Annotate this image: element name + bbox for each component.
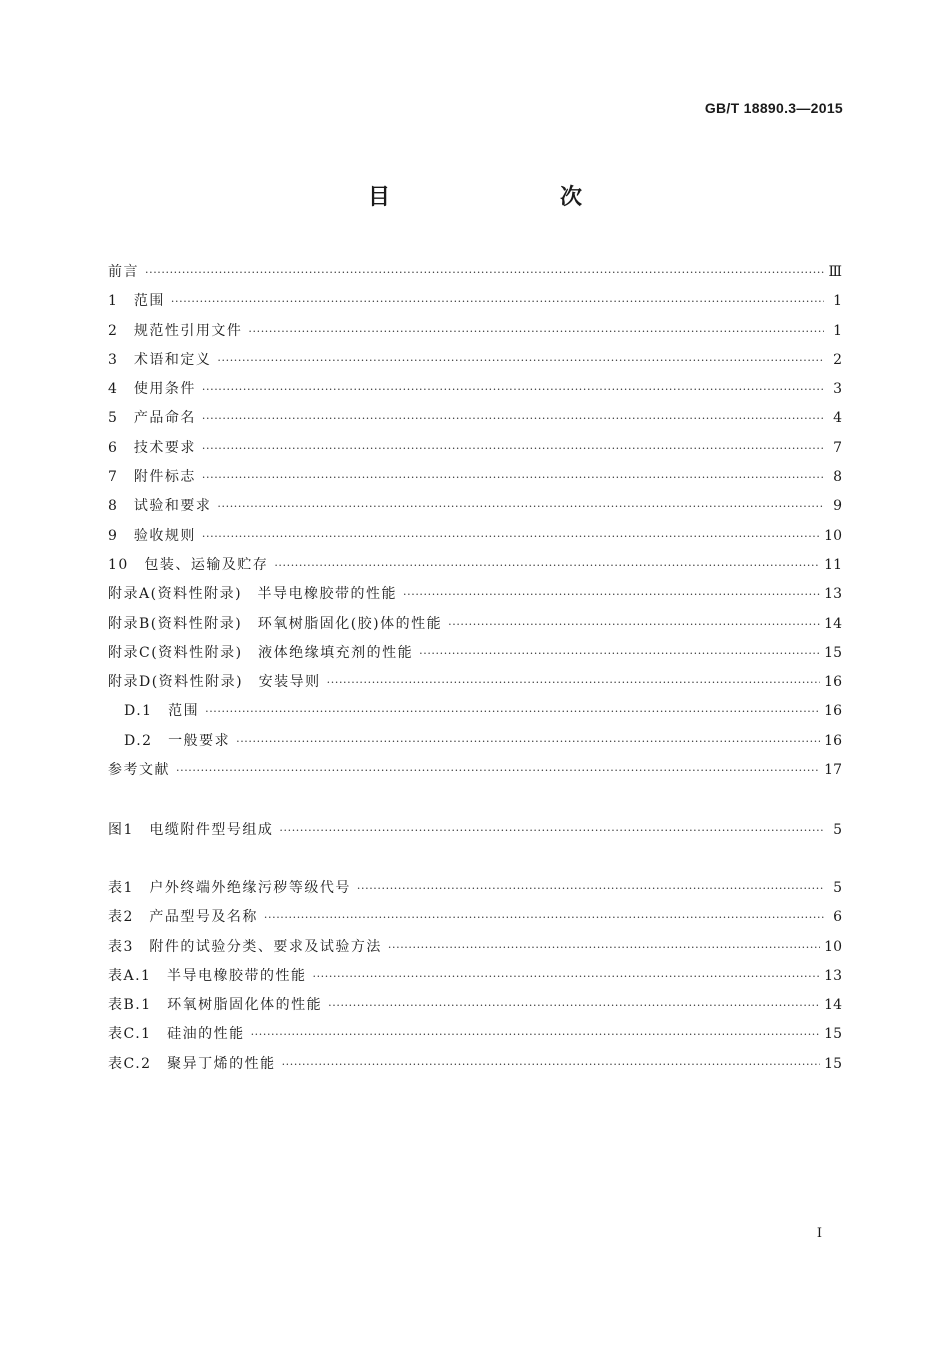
toc-leader-dots <box>202 522 820 551</box>
toc-leader-dots <box>236 727 820 756</box>
toc-entry-page: 4 <box>833 410 842 427</box>
toc-figure-1[interactable] <box>108 816 842 845</box>
toc-table-b1[interactable] <box>108 991 842 1020</box>
toc-entry-annex-a[interactable] <box>108 580 842 609</box>
page-title: 目 次 <box>367 185 624 210</box>
toc-entry-page: 10 <box>824 527 842 544</box>
toc-entry-label: 附录B(资料性附录) 环氧树脂固化(胶)体的性能 <box>108 615 443 632</box>
toc-entry-annex-c[interactable] <box>108 639 842 668</box>
toc-entry-label: 前言 <box>108 264 139 280</box>
toc-table-a1[interactable] <box>108 962 842 991</box>
toc-leader-dots <box>202 463 824 492</box>
toc-leader-dots <box>202 375 824 404</box>
toc-entry-page: 1 <box>833 293 842 310</box>
toc-table-c1[interactable] <box>108 1020 842 1049</box>
toc-entry-label: 附录D(资料性附录) 安装导则 <box>108 674 321 691</box>
toc-leader-dots <box>202 404 824 433</box>
toc-leader-dots <box>217 346 824 375</box>
toc-leader-dots <box>217 492 824 521</box>
toc-entry-page: 2 <box>833 351 842 368</box>
toc-entry-annex-d[interactable] <box>108 668 842 697</box>
toc-leader-dots <box>327 668 821 697</box>
toc-leader-dots <box>171 287 824 316</box>
toc-entry-page: 13 <box>824 586 842 603</box>
toc-entry-page: 16 <box>824 732 842 749</box>
toc-entry-foreword[interactable] <box>108 258 842 287</box>
toc-leader-dots <box>312 962 820 991</box>
toc-entry-page: Ⅲ <box>828 264 842 280</box>
standard-code: GB/T 18890.3—2015 <box>704 100 843 116</box>
toc-entry-label: 2 规范性引用文件 <box>108 322 243 339</box>
toc-entry-label: D.1 范围 <box>124 703 200 720</box>
toc-leader-dots <box>251 1020 821 1049</box>
toc-leader-dots <box>176 756 820 785</box>
toc-entry-3[interactable] <box>108 346 842 375</box>
toc-entry-label: 附录C(资料性附录) 液体绝缘填充剂的性能 <box>108 644 414 661</box>
toc-leader-dots <box>205 697 820 726</box>
toc-figures <box>108 816 842 845</box>
toc-entry-label: 表1 户外终端外绝缘污秽等级代号 <box>108 880 351 896</box>
toc-entry-page: 17 <box>824 762 842 779</box>
toc-entry-annex-b[interactable] <box>108 610 842 639</box>
toc-entry-page: 5 <box>833 880 842 896</box>
toc-entry-label: 附录A(资料性附录) 半导电橡胶带的性能 <box>108 586 398 603</box>
toc-entry-page: 1 <box>833 322 842 339</box>
toc-entry-label: 4 使用条件 <box>108 381 196 398</box>
toc-entry-page: 5 <box>833 822 842 838</box>
toc-entry-10[interactable] <box>108 551 842 580</box>
toc-leader-dots <box>202 434 824 463</box>
toc-entry-label: 表3 附件的试验分类、要求及试验方法 <box>108 938 382 955</box>
toc-entry-2[interactable] <box>108 317 842 346</box>
toc-entry-d1[interactable] <box>108 697 842 726</box>
toc-entry-label: 9 验收规则 <box>108 527 196 544</box>
toc-entry-page: 15 <box>824 1026 842 1043</box>
toc-table-2[interactable] <box>108 903 842 932</box>
toc-entry-6[interactable] <box>108 434 842 463</box>
toc-entry-page: 9 <box>833 498 842 515</box>
toc-entry-page: 7 <box>833 439 842 456</box>
toc-entry-page: 8 <box>833 469 842 486</box>
toc-entry-4[interactable] <box>108 375 842 404</box>
toc-entry-page: 14 <box>824 615 842 632</box>
toc-entry-page: 3 <box>833 381 842 398</box>
toc-entry-label: 1 范围 <box>108 293 165 310</box>
toc-leader-dots <box>357 874 824 903</box>
toc-entry-page: 14 <box>824 997 842 1014</box>
toc-entry-label: 7 附件标志 <box>108 469 196 486</box>
toc-leader-dots <box>264 903 824 932</box>
toc-leader-dots <box>388 933 820 962</box>
toc-entry-label: 6 技术要求 <box>108 439 196 456</box>
toc-entry-7[interactable] <box>108 463 842 492</box>
page-number: I <box>816 1226 822 1241</box>
toc-tables <box>108 874 842 1079</box>
toc-entry-page: 11 <box>824 556 842 573</box>
toc-entry-label: 5 产品命名 <box>108 410 196 427</box>
toc-entry-label: D.2 一般要求 <box>124 732 231 749</box>
toc-entry-1[interactable] <box>108 287 842 316</box>
toc-entry-label: 参考文献 <box>108 762 170 779</box>
toc-leader-dots <box>403 580 820 609</box>
toc-entry-label: 图1 电缆附件型号组成 <box>108 822 274 838</box>
toc-leader-dots <box>274 551 820 580</box>
toc-entry-label: 3 术语和定义 <box>108 351 212 368</box>
toc-entry-5[interactable] <box>108 404 842 433</box>
toc-entry-8[interactable] <box>108 492 842 521</box>
toc-entry-label: 10 包装、运输及贮存 <box>108 556 269 573</box>
toc-entry-label: 8 试验和要求 <box>108 498 212 515</box>
toc-entry-9[interactable] <box>108 522 842 551</box>
toc-leader-dots <box>419 639 820 668</box>
toc-table-3[interactable] <box>108 933 842 962</box>
toc-entry-bibliography[interactable] <box>108 756 842 785</box>
toc-table-1[interactable] <box>108 874 842 903</box>
toc-entry-page: 15 <box>824 1055 842 1072</box>
toc-entry-label: 表2 产品型号及名称 <box>108 909 258 926</box>
toc-entry-page: 16 <box>824 703 842 720</box>
toc-leader-dots <box>279 816 824 845</box>
toc-entry-page: 15 <box>824 644 842 661</box>
toc-main <box>108 258 842 785</box>
toc-entry-page: 16 <box>824 674 842 691</box>
toc-entry-label: 表B.1 环氧树脂固化体的性能 <box>108 997 323 1014</box>
toc-table-c2[interactable] <box>108 1050 842 1079</box>
toc-leader-dots <box>282 1050 821 1079</box>
toc-entry-label: 表C.2 聚异丁烯的性能 <box>108 1055 276 1072</box>
toc-entry-label: 表A.1 半导电橡胶带的性能 <box>108 967 307 984</box>
toc-leader-dots <box>328 991 820 1020</box>
toc-entry-page: 6 <box>833 909 842 926</box>
toc-entry-d2[interactable] <box>108 727 842 756</box>
toc-leader-dots <box>248 317 824 346</box>
toc-entry-page: 13 <box>824 967 842 984</box>
toc-entry-page: 10 <box>824 938 842 955</box>
toc-leader-dots <box>145 258 824 287</box>
toc-leader-dots <box>448 610 820 639</box>
toc-entry-label: 表C.1 硅油的性能 <box>108 1026 245 1043</box>
